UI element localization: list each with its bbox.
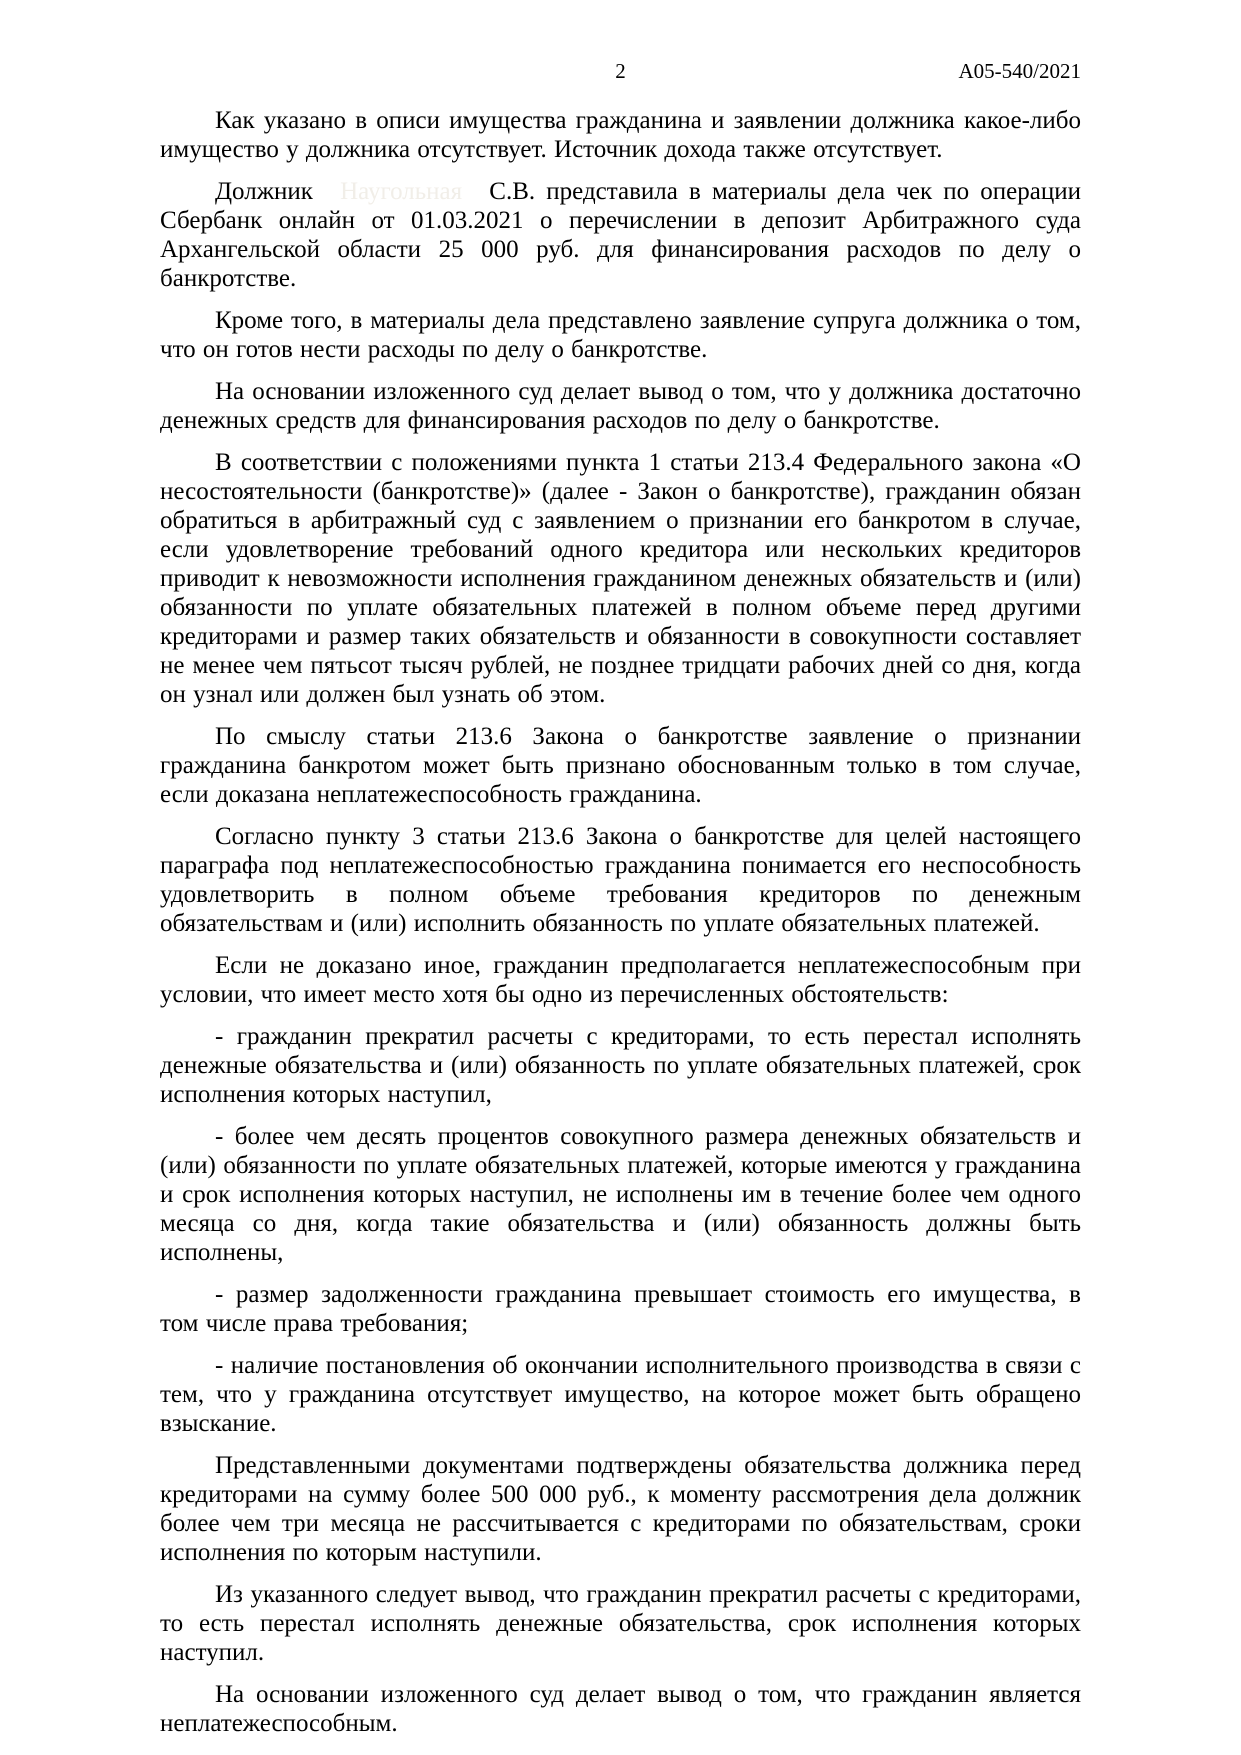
paragraph: Кроме того, в материалы дела представлено заявление супруга должника о том, что он готов нести расходы по делу о банкротстве. <box>160 307 1081 363</box>
paragraph: Представленными документами подтверждены обязательства должника перед кредиторами на сумму более 500 000 руб., к моменту рассмотрения дела должник более чем три месяца не рассчитывается с кредиторами по обязательствам, сроки исполнения по которым наступили. <box>160 1452 1081 1566</box>
paragraph: На основании изложенного суд делает вывод о том, что гражданин является неплатежеспособным. <box>160 1681 1081 1737</box>
page-header <box>160 58 1081 84</box>
paragraph: Согласно пункту 3 статьи 213.6 Закона о банкротстве для целей настоящего параграфа под неплатежеспособностью гражданина понимается его неспособность удовлетворить в полном объеме требования кредиторов по денежным обязательствам и (или) исполнить обязанность по уплате обязательных платежей. <box>160 823 1081 937</box>
paragraph-list-item: - размер задолженности гражданина превышает стоимость его имущества, в том числе права требования; <box>160 1281 1081 1337</box>
paragraph-list-item: - гражданин прекратил расчеты с кредиторами, то есть перестал исполнять денежные обязательства и (или) обязанность по уплате обязательных платежей, срок исполнения которых наступил, <box>160 1023 1081 1108</box>
paragraph: Из указанного следует вывод, что гражданин прекратил расчеты с кредиторами, то есть перестал исполнять денежные обязательства, срок исполнения которых наступил. <box>160 1581 1081 1666</box>
paragraph-list-item: - наличие постановления об окончании исполнительного производства в связи с тем, что у гражданина отсутствует имущество, на которое может быть обращено взыскание. <box>160 1352 1081 1437</box>
debtor-text: С.В. представила в материалы дела чек по операции Сбербанк онлайн от 01.03.2021 о перечислении в депозит Арбитражного суда Архангельской области 25 000 руб. для финансирования расходов по делу о банкротстве. <box>160 178 1082 292</box>
paragraph: Если не доказано иное, гражданин предполагается неплатежеспособным при условии, что имеет место хотя бы одно из перечисленных обстоятельств: <box>160 952 1081 1008</box>
paragraph: По смыслу статьи 213.6 Закона о банкротстве заявление о признании гражданина банкротом может быть признано обоснованным только в том случае, если доказана неплатежеспособность гражданина. <box>160 723 1081 808</box>
redacted-debtor-name: Наугольная <box>340 178 463 205</box>
paragraph: Как указано в описи имущества гражданина и заявлении должника какое-либо имущество у должника отсутствует. Источник дохода также отсутствует. <box>160 107 1081 163</box>
debtor-label: Должник <box>215 178 313 205</box>
paragraph-list-item: - более чем десять процентов совокупного размера денежных обязательств и (или) обязанности по уплате обязательных платежей, которые имеются у гражданина и срок исполнения которых наступил, не исполнены им в течение более чем одного месяца со дня, когда такие обязательства и (или) обязанность должны быть исполнены, <box>160 1123 1081 1266</box>
paragraph: На основании изложенного суд делает вывод о том, что у должника достаточно денежных средств для финансирования расходов по делу о банкротстве. <box>160 378 1081 434</box>
paragraph: В соответствии с положениями пункта 1 статьи 213.4 Федерального закона «О несостоятельности (банкротстве)» (далее - Закон о банкротстве), гражданин обязан обратиться в арбитражный суд с заявлением о признании его банкротом в случае, если удовлетворение требований одного кредитора или нескольких кредиторов приводит к невозможности исполнения гражданином денежных обязательств и (или) обязанности по уплате обязательных платежей в полном объеме перед другими кредиторами и размер таких обязательств и обязанности в совокупности составляет не менее чем пятьсот тысяч рублей, не позднее тридцати рабочих дней со дня, когда он узнал или должен был узнать об этом. <box>160 449 1081 708</box>
document-body <box>160 106 1081 1738</box>
paragraph-debtor <box>160 177 1081 293</box>
page-content <box>160 58 1081 1751</box>
case-number: А05-540/2021 <box>958 59 1081 83</box>
page-number: 2 <box>615 59 626 83</box>
